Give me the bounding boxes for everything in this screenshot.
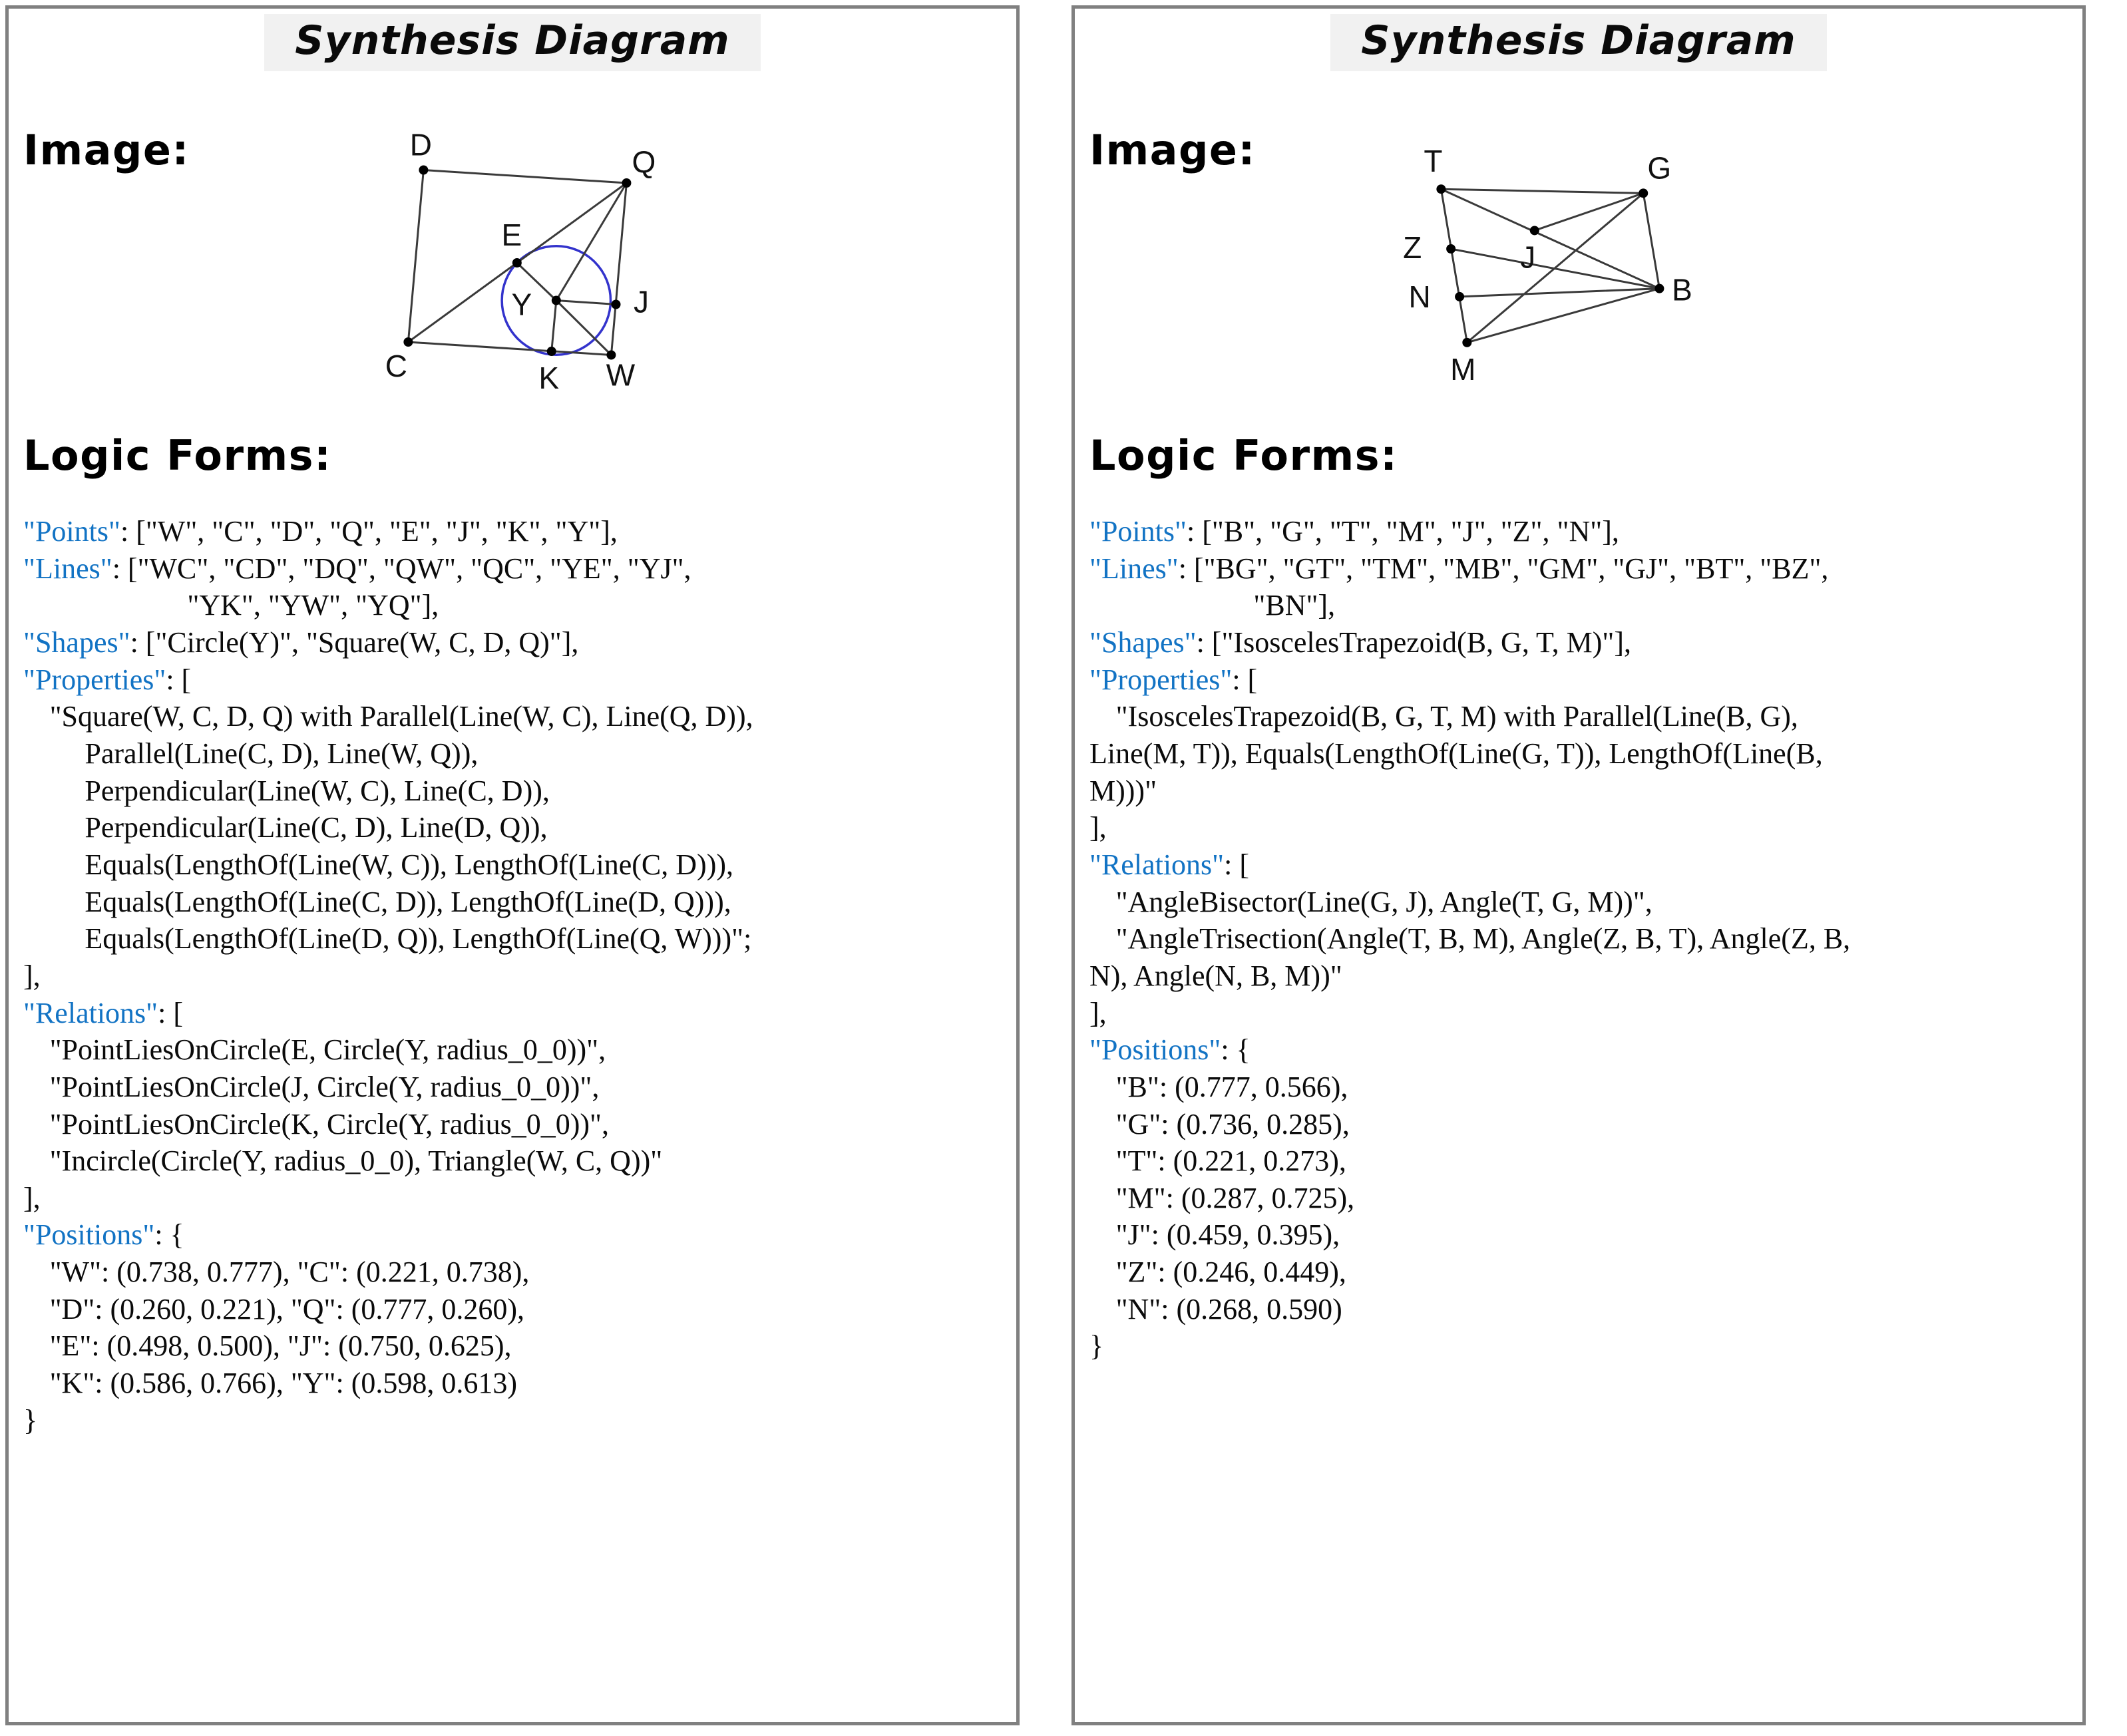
vertex-label-Q: Q [632,144,656,179]
panel-right-title-wrap [1075,14,2082,71]
vertex-label-N: N [1408,279,1431,314]
logic-form-line [1089,809,2061,846]
logic-form-line [1089,1031,2061,1069]
logic-form-value: "K": (0.586, 0.766), "Y": (0.598, 0.613) [49,1367,518,1400]
logic-form-value: } [1089,1329,1104,1363]
logic-form-line [1089,1254,2061,1291]
logic-form-value: "PointLiesOnCircle(E, Circle(Y, radius_0_0))", [49,1033,606,1067]
logic-form-value: N), Angle(N, B, M))" [1089,959,1342,992]
logic-form-line [23,809,995,846]
vertex-label-B: B [1672,272,1692,307]
logic-form-line [1089,698,2061,735]
logic-form-value: : { [1221,1033,1251,1067]
logic-form-value: M)))" [1089,774,1157,807]
vertex-Z [1446,244,1455,254]
segment-BG [1643,193,1659,288]
logic-form-line [1089,587,2061,624]
logic-form-line [23,550,995,588]
logic-form-value: : ["B", "G", "T", "M", "J", "Z", "N"], [1186,515,1619,548]
vertex-label-C: C [385,349,408,383]
logic-form-value: Equals(LengthOf(Line(D, Q)), LengthOf(Line(Q, W)))"; [85,922,752,955]
vertex-M [1462,338,1471,347]
panel-right-logic-forms-label: Logic Forms: [1089,431,1398,480]
segment-YK [552,301,556,352]
logic-form-line [23,1180,995,1217]
logic-form-value: ], [1089,811,1107,844]
logic-form-line [1089,735,2061,773]
logic-form-line [23,661,995,699]
logic-form-line [23,884,995,921]
logic-form-value: Equals(LengthOf(Line(W, C)), LengthOf(Line(C, D))), [85,848,734,881]
vertex-J [1530,226,1539,235]
segment-YJ [556,301,616,305]
logic-form-line [1089,661,2061,699]
logic-form-line [23,1106,995,1143]
logic-form-value: ], [23,1181,41,1214]
logic-form-value: : ["W", "C", "D", "Q", "E", "J", "K", "Y"], [120,515,618,548]
panel-right-image-label: Image: [1089,126,1256,174]
logic-form-line [23,773,995,810]
logic-form-line [1089,846,2061,884]
logic-form-line [1089,920,2061,957]
panel-right-title: Synthesis Diagram [1330,14,1826,71]
vertex-label-T: T [1424,144,1443,179]
logic-form-value: "Z": (0.246, 0.449), [1115,1256,1346,1289]
vertex-Y [552,296,561,305]
logic-form-line [23,846,995,884]
logic-form-value: "AngleTrisection(Angle(T, B, M), Angle(Z, B, T), Angle(Z, B, [1115,922,1851,955]
logic-form-line [23,1142,995,1180]
logic-form-value: "G": (0.736, 0.285), [1115,1107,1350,1140]
logic-form-key: "Relations" [1089,848,1225,881]
panel-left-title-wrap [9,14,1016,71]
logic-form-value: "D": (0.260, 0.221), "Q": (0.777, 0.260), [49,1292,525,1325]
vertex-label-G: G [1647,150,1672,186]
segment-BT [1441,189,1659,288]
logic-form-key: "Points" [23,515,120,548]
segment-DQ [423,170,626,184]
logic-form-value: : [ [1232,663,1258,696]
segment-BZ [1451,249,1659,289]
logic-form-line [1089,624,2061,661]
logic-form-value: "YK", "YW", "YQ"], [187,589,439,622]
segment-YQ [556,183,627,301]
vertex-label-K: K [538,361,560,395]
logic-form-key: "Lines" [1089,552,1179,585]
panel-right-geometry-svg [1294,70,1827,482]
logic-form-value: "PointLiesOnCircle(K, Circle(Y, radius_0_0))", [49,1107,609,1140]
vertex-label-D: D [409,127,433,162]
logic-form-value: Line(M, T)), Equals(LengthOf(Line(G, T)), LengthOf(Line(B, [1089,737,1823,770]
vertex-J [612,300,621,309]
logic-form-value: Perpendicular(Line(C, D), Line(D, Q)), [85,811,548,844]
logic-form-value: : [ [166,663,192,696]
logic-form-line [1089,513,2061,550]
logic-form-line [1089,1106,2061,1143]
logic-form-line [23,920,995,957]
logic-form-line [1089,957,2061,995]
logic-form-value: "W": (0.738, 0.777), "C": (0.221, 0.738), [49,1256,530,1289]
logic-form-value: "T": (0.221, 0.273), [1115,1144,1346,1178]
logic-form-key: "Relations" [23,996,158,1029]
logic-form-key: "Lines" [23,552,112,585]
logic-form-value: : { [154,1218,184,1252]
logic-form-key: "Positions" [1089,1033,1221,1067]
vertex-label-E: E [501,218,522,252]
vertex-label-Y: Y [511,287,532,322]
logic-form-line [1089,1069,2061,1106]
logic-form-key: "Shapes" [1089,625,1197,659]
logic-form-line [23,1327,995,1365]
logic-form-value: "AngleBisector(Line(G, J), Angle(T, G, M))", [1115,885,1652,918]
logic-form-value: : ["BG", "GT", "TM", "MB", "GM", "GJ", "BT", "BZ", [1178,552,1829,585]
logic-form-line [1089,773,2061,810]
vertex-D [419,166,428,175]
segment-QW [611,183,626,355]
logic-form-value: "Square(W, C, D, Q) with Parallel(Line(W, C), Line(Q, D)), [49,700,753,733]
logic-form-line [1089,995,2061,1032]
segment-CD [408,170,423,343]
logic-form-line [23,957,995,995]
logic-form-value: : [ [158,996,184,1029]
panel-left [5,5,1020,1725]
vertex-B [1654,284,1664,293]
logic-form-line [23,1291,995,1328]
segment-GJ [1535,193,1643,230]
segment-GT [1441,189,1643,193]
logic-form-line [23,735,995,773]
logic-form-key: "Properties" [23,663,166,696]
logic-form-value: } [23,1403,38,1437]
logic-form-value: Parallel(Line(C, D), Line(W, Q)), [85,737,479,770]
segment-MB [1467,289,1659,343]
panel-left-logic-forms-text [23,513,995,1439]
vertex-Q [622,178,631,188]
panel-left-figure [295,70,754,469]
logic-form-line [1089,1216,2061,1254]
vertex-label-J: J [634,284,649,319]
segment-TM [1441,189,1467,343]
logic-form-line [23,587,995,624]
logic-form-value: "N": (0.268, 0.590) [1115,1292,1342,1325]
logic-form-value: ], [1089,996,1107,1029]
vertex-label-M: M [1450,351,1476,387]
vertex-E [512,258,522,267]
logic-form-line [23,1069,995,1106]
logic-form-value: "BN"], [1253,589,1336,622]
vertex-C [403,337,413,347]
logic-form-value: : ["WC", "CD", "DQ", "QW", "QC", "YE", "YJ", [112,552,691,585]
vertex-label-J: J [1520,240,1536,275]
logic-form-value: "J": (0.459, 0.395), [1115,1218,1340,1252]
logic-form-value: Equals(LengthOf(Line(C, D)), LengthOf(Line(D, Q))), [85,885,731,918]
panel-left-geometry-svg [295,70,754,469]
vertex-K [547,347,556,356]
logic-form-value: : [ [1224,848,1250,881]
panel-right-logic-forms-text [1089,513,2061,1365]
logic-form-line [1089,884,2061,921]
logic-form-line [1089,1142,2061,1180]
panel-right-figure [1294,70,1827,482]
logic-form-line [1089,1327,2061,1365]
logic-form-key: "Shapes" [23,625,130,659]
logic-form-line [23,1216,995,1254]
logic-form-value: Perpendicular(Line(W, C), Line(C, D)), [85,774,550,807]
segment-BN [1459,289,1659,297]
logic-form-line [23,995,995,1032]
logic-form-line [23,1402,995,1439]
logic-form-key: "Points" [1089,515,1187,548]
panel-left-image-label: Image: [23,126,190,174]
logic-form-value: ], [23,959,41,992]
logic-form-value: : ["IsoscelesTrapezoid(B, G, T, M)"], [1196,625,1632,659]
logic-form-line [1089,1291,2061,1328]
logic-form-value: "E": (0.498, 0.500), "J": (0.750, 0.625), [49,1329,512,1363]
panel-left-title: Synthesis Diagram [264,14,760,71]
logic-form-line [23,1031,995,1069]
logic-form-value: "Incircle(Circle(Y, radius_0_0), Triangle(W, C, Q))" [49,1144,663,1178]
logic-form-value: "IsoscelesTrapezoid(B, G, T, M) with Parallel(Line(B, G), [1115,700,1798,733]
logic-form-line [23,1365,995,1402]
logic-form-key: "Properties" [1089,663,1233,696]
vertex-T [1436,184,1446,194]
logic-form-value: : ["Circle(Y)", "Square(W, C, D, Q)"], [130,625,579,659]
vertex-label-Z: Z [1403,230,1422,265]
logic-form-line [23,513,995,550]
logic-form-line [1089,550,2061,588]
panel-left-logic-forms-label: Logic Forms: [23,431,332,480]
vertex-G [1639,188,1648,198]
panel-right [1071,5,2086,1725]
logic-form-value: "B": (0.777, 0.566), [1115,1070,1348,1103]
logic-form-line [23,698,995,735]
logic-form-value: "PointLiesOnCircle(J, Circle(Y, radius_0_0))", [49,1070,600,1103]
logic-form-line [23,624,995,661]
vertex-N [1455,292,1464,301]
vertex-label-W: W [606,357,636,393]
logic-form-key: "Positions" [23,1218,155,1252]
logic-form-line [1089,1180,2061,1217]
logic-form-line [23,1254,995,1291]
logic-form-value: "M": (0.287, 0.725), [1115,1181,1355,1214]
